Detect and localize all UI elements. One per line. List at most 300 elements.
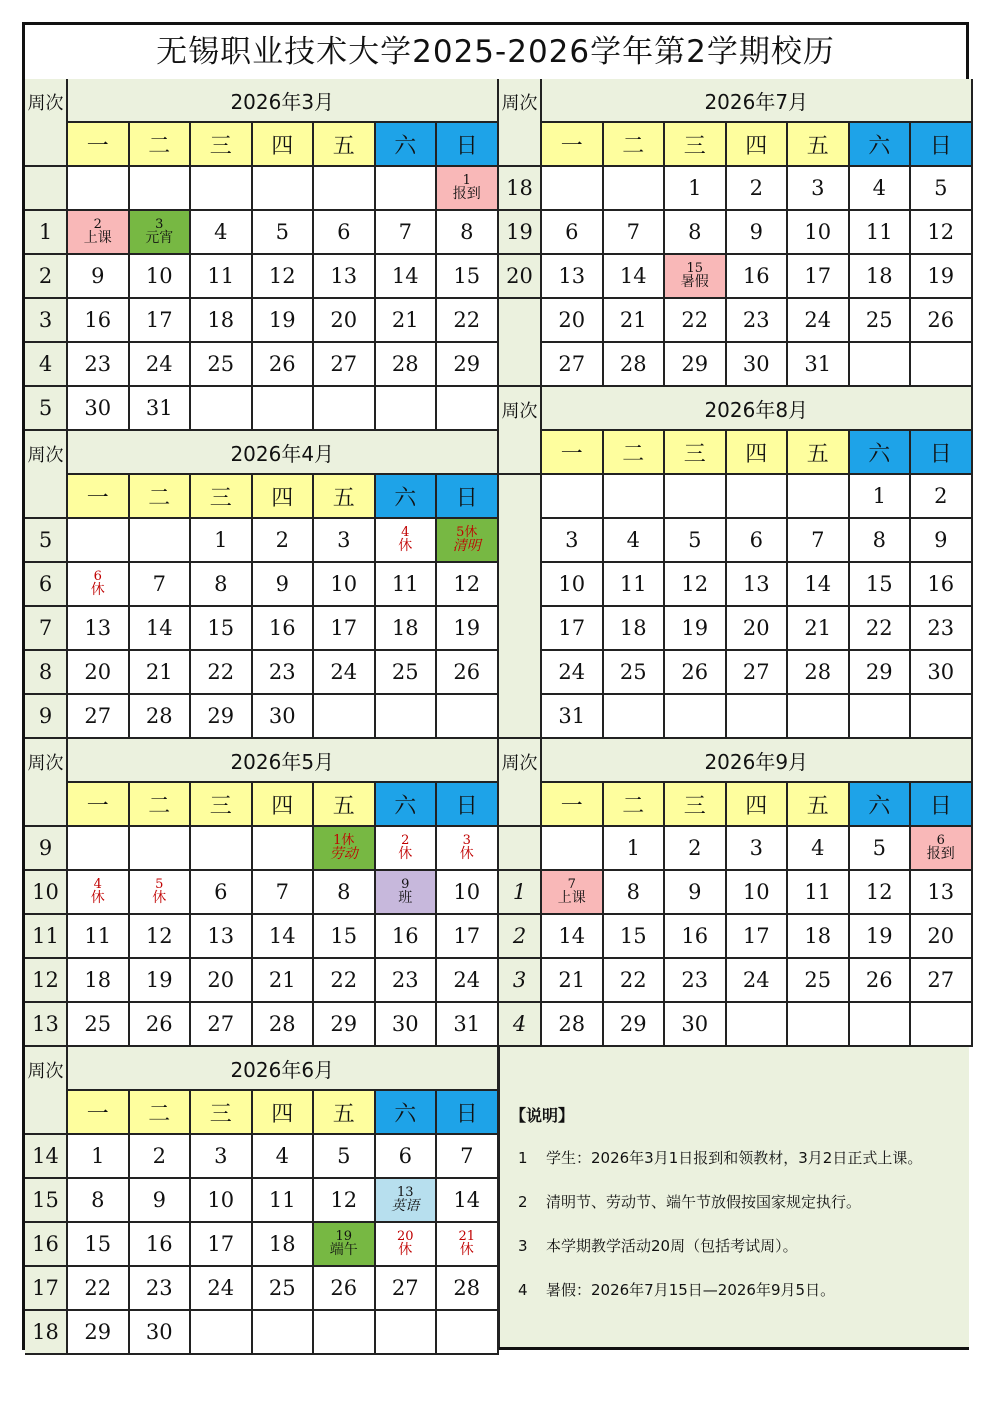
day-cell: 8 [850,519,912,563]
day-cell: 31 [788,343,850,387]
day-cell: 24 [130,343,192,387]
day-cell [604,167,666,211]
day-cell: 17 [727,915,789,959]
day-cell: 24 [314,651,376,695]
day-cell [376,695,438,739]
day-annotation: 班 [398,890,413,907]
day-number: 9 [401,876,410,892]
weekday-header: 四 [253,783,315,827]
note-item [518,1147,922,1168]
day-cell: 21 [542,959,604,1003]
day-cell: 9 [727,211,789,255]
day-cell: 27 [727,651,789,695]
day-cell: 18 [376,607,438,651]
day-number: 4 [93,876,102,892]
week-column-header: 周次 [499,739,542,827]
week-column-spacer [499,475,542,739]
day-cell-marked [437,519,499,563]
month-header: 2026年9月 [542,739,973,783]
day-cell: 19 [665,607,727,651]
day-cell: 20 [542,299,604,343]
week-number: 4 [25,343,68,387]
day-cell [130,519,192,563]
weekday-header: 六 [850,123,912,167]
day-cell: 26 [130,1003,192,1047]
day-cell [253,387,315,431]
day-cell [253,167,315,211]
week-number: 5 [25,519,68,563]
week-number: 2 [25,255,68,299]
day-number: 2 [93,216,102,232]
day-cell-marked [437,1223,499,1267]
day-cell: 26 [253,343,315,387]
day-cell: 24 [437,959,499,1003]
day-cell: 6 [191,871,253,915]
day-cell: 15 [604,915,666,959]
day-number: 2 [401,832,410,848]
day-cell: 14 [604,255,666,299]
day-number: 7 [567,876,576,892]
day-annotation: 休 [90,890,105,907]
day-cell: 10 [727,871,789,915]
week-number: 6 [25,563,68,607]
day-annotation: 劳动 [329,846,358,863]
day-cell: 29 [604,1003,666,1047]
month-header: 2026年6月 [68,1047,499,1091]
page-title: 无锡职业技术大学2025-2026学年第2学期校历 [25,25,966,82]
day-cell: 15 [437,255,499,299]
day-cell: 15 [850,563,912,607]
day-cell [727,1003,789,1047]
day-cell: 1 [68,1135,130,1179]
day-cell-marked [665,255,727,299]
day-annotation: 上课 [557,890,586,907]
weekday-header: 二 [604,431,666,475]
day-cell: 3 [191,1135,253,1179]
day-cell: 9 [911,519,973,563]
day-cell: 3 [314,519,376,563]
day-cell: 25 [376,651,438,695]
month-header: 2026年7月 [542,79,973,123]
weekday-header: 二 [130,1091,192,1135]
day-cell: 2 [911,475,973,519]
day-cell: 11 [253,1179,315,1223]
day-cell [130,167,192,211]
day-cell-marked [314,827,376,871]
day-cell [191,387,253,431]
day-cell: 27 [314,343,376,387]
day-cell: 21 [788,607,850,651]
day-cell: 27 [542,343,604,387]
day-cell: 13 [191,915,253,959]
day-cell: 16 [130,1223,192,1267]
day-cell: 11 [68,915,130,959]
day-number: 6 [936,832,945,848]
weekday-header: 二 [604,783,666,827]
day-cell: 21 [604,299,666,343]
day-number: 21 [458,1228,476,1244]
day-cell: 6 [314,211,376,255]
note-number: 2 [518,1193,528,1211]
day-cell: 2 [130,1135,192,1179]
day-cell: 22 [604,959,666,1003]
weekday-header: 三 [191,475,253,519]
week-number: 14 [25,1135,68,1179]
weekday-header: 三 [665,123,727,167]
day-cell: 4 [253,1135,315,1179]
day-annotation: 休 [459,846,474,863]
day-cell: 30 [253,695,315,739]
week-number: 11 [25,915,68,959]
day-cell: 7 [130,563,192,607]
day-cell [788,1003,850,1047]
day-cell: 17 [191,1223,253,1267]
weekday-header: 日 [437,1091,499,1135]
day-annotation: 休 [459,1242,474,1259]
day-number: 15 [686,260,704,276]
day-cell [911,695,973,739]
day-cell: 7 [376,211,438,255]
day-cell-marked [68,871,130,915]
day-cell: 11 [376,563,438,607]
day-annotation: 上课 [83,230,112,247]
day-cell: 9 [130,1179,192,1223]
day-number: 3 [462,832,471,848]
note-item [518,1279,835,1300]
day-cell [314,167,376,211]
weekday-header: 日 [911,123,973,167]
day-cell: 20 [727,607,789,651]
day-cell: 13 [542,255,604,299]
notes-heading: 【说明】 [510,1106,575,1125]
day-cell: 22 [314,959,376,1003]
day-cell: 16 [376,915,438,959]
day-cell [911,1003,973,1047]
day-cell: 8 [437,211,499,255]
day-cell: 16 [665,915,727,959]
day-cell: 10 [788,211,850,255]
day-cell: 28 [253,1003,315,1047]
day-cell: 21 [376,299,438,343]
day-cell: 21 [130,651,192,695]
day-cell: 3 [542,519,604,563]
day-cell [788,695,850,739]
day-cell [788,475,850,519]
day-cell: 17 [542,607,604,651]
day-cell: 26 [850,959,912,1003]
day-cell: 16 [253,607,315,651]
day-cell: 10 [130,255,192,299]
day-number: 3 [155,216,164,232]
day-cell: 6 [542,211,604,255]
week-column-header: 周次 [25,1047,68,1135]
day-cell: 14 [376,255,438,299]
day-cell [604,695,666,739]
day-cell: 20 [314,299,376,343]
day-cell: 19 [911,255,973,299]
notes-panel [498,1045,969,1347]
day-cell: 12 [130,915,192,959]
day-cell: 25 [68,1003,130,1047]
day-cell: 15 [314,915,376,959]
day-cell: 10 [437,871,499,915]
day-cell: 23 [376,959,438,1003]
day-cell: 23 [130,1267,192,1311]
day-cell-marked [68,211,130,255]
weekday-header: 四 [253,1091,315,1135]
day-cell: 30 [68,387,130,431]
weekday-header: 四 [253,123,315,167]
day-number: 13 [396,1184,414,1200]
day-cell [191,167,253,211]
day-cell: 7 [788,519,850,563]
day-cell: 12 [665,563,727,607]
day-cell [376,1311,438,1355]
month-header: 2026年3月 [68,79,499,123]
day-cell: 20 [68,651,130,695]
day-cell [911,343,973,387]
day-cell [665,695,727,739]
day-cell: 22 [850,607,912,651]
day-cell: 30 [130,1311,192,1355]
day-cell [314,387,376,431]
weekday-header: 日 [911,431,973,475]
day-cell-marked [130,871,192,915]
week-number: 12 [25,959,68,1003]
day-cell: 17 [788,255,850,299]
day-cell: 16 [727,255,789,299]
day-cell: 1 [191,519,253,563]
week-number: 1 [25,211,68,255]
day-cell: 29 [68,1311,130,1355]
day-cell: 12 [850,871,912,915]
day-cell [314,1311,376,1355]
day-cell: 18 [604,607,666,651]
day-cell: 30 [911,651,973,695]
day-cell-marked [130,211,192,255]
day-cell: 10 [314,563,376,607]
note-number: 3 [518,1237,528,1255]
day-cell [253,1311,315,1355]
weekday-header: 二 [604,123,666,167]
day-cell: 23 [68,343,130,387]
day-cell: 24 [542,651,604,695]
day-cell: 28 [542,1003,604,1047]
day-cell [437,387,499,431]
weekday-header: 四 [727,783,789,827]
week-column-header: 周次 [25,79,68,167]
week-column-header: 周次 [499,387,542,475]
week-number: 2 [499,915,542,959]
weekday-header: 六 [850,431,912,475]
week-number: 20 [499,255,542,299]
weekday-header: 六 [376,783,438,827]
day-cell: 11 [191,255,253,299]
day-cell: 29 [850,651,912,695]
day-cell [130,827,192,871]
day-cell [191,827,253,871]
day-cell: 15 [191,607,253,651]
day-cell: 30 [376,1003,438,1047]
day-cell: 1 [850,475,912,519]
day-cell [542,475,604,519]
day-cell: 18 [850,255,912,299]
day-cell: 28 [130,695,192,739]
note-text: 清明节、劳动节、端午节放假按国家规定执行。 [546,1193,862,1211]
weekday-header: 一 [542,783,604,827]
day-cell: 5 [314,1135,376,1179]
day-cell: 19 [253,299,315,343]
day-cell: 24 [727,959,789,1003]
week-number: 13 [25,1003,68,1047]
week-number: 8 [25,651,68,695]
week-number: 3 [499,959,542,1003]
day-cell: 14 [437,1179,499,1223]
day-number: 19 [335,1228,353,1244]
week-number [499,827,542,871]
day-cell: 22 [191,651,253,695]
day-cell: 13 [727,563,789,607]
day-cell: 28 [376,343,438,387]
day-cell: 9 [665,871,727,915]
day-cell [542,827,604,871]
day-cell: 5 [850,827,912,871]
day-cell: 14 [788,563,850,607]
month-header: 2026年5月 [68,739,499,783]
day-cell: 20 [911,915,973,959]
day-cell: 6 [376,1135,438,1179]
day-annotation: 报到 [452,186,481,203]
day-cell: 18 [788,915,850,959]
weekday-header: 三 [665,783,727,827]
day-cell: 27 [68,695,130,739]
day-cell [727,695,789,739]
day-cell: 4 [850,167,912,211]
weekday-header: 五 [788,783,850,827]
day-cell [604,475,666,519]
day-cell: 21 [253,959,315,1003]
day-annotation: 英语 [391,1198,420,1215]
day-cell: 31 [130,387,192,431]
day-cell: 5 [665,519,727,563]
day-cell: 25 [850,299,912,343]
weekday-header: 四 [253,475,315,519]
day-cell: 8 [191,563,253,607]
weekday-header: 六 [376,123,438,167]
day-cell: 25 [191,343,253,387]
day-cell [314,695,376,739]
week-number: 18 [499,167,542,211]
weekday-header: 二 [130,123,192,167]
day-cell: 23 [253,651,315,695]
day-cell-marked [437,167,499,211]
day-cell: 14 [253,915,315,959]
day-number: 5休 [456,524,478,540]
weekday-header: 三 [191,123,253,167]
week-number: 3 [25,299,68,343]
weekday-header: 二 [130,475,192,519]
day-cell [376,387,438,431]
week-number: 9 [25,827,68,871]
day-annotation: 休 [398,1242,413,1259]
weekday-header: 二 [130,783,192,827]
day-cell: 10 [542,563,604,607]
day-cell-marked [542,871,604,915]
day-cell [850,695,912,739]
day-annotation: 暑假 [680,274,709,291]
day-number: 1 [462,172,471,188]
month-header: 2026年8月 [542,387,973,431]
day-annotation: 休 [152,890,167,907]
day-number: 4 [401,524,410,540]
day-cell [191,1311,253,1355]
day-cell: 4 [788,827,850,871]
week-number: 10 [25,871,68,915]
day-cell: 17 [314,607,376,651]
day-cell: 24 [788,299,850,343]
day-cell: 16 [68,299,130,343]
day-annotation: 端午 [329,1242,358,1259]
day-cell-marked [68,563,130,607]
day-cell: 2 [727,167,789,211]
day-cell [437,695,499,739]
day-cell: 27 [911,959,973,1003]
note-text: 学生：2026年3月1日报到和领教材，3月2日正式上课。 [546,1149,923,1167]
day-cell: 19 [437,607,499,651]
day-annotation: 报到 [926,846,955,863]
day-cell: 25 [253,1267,315,1311]
day-cell: 14 [130,607,192,651]
day-cell: 9 [68,255,130,299]
week-number [25,167,68,211]
weekday-header: 四 [727,123,789,167]
day-cell-marked [376,519,438,563]
day-number: 20 [396,1228,414,1244]
day-cell: 18 [191,299,253,343]
day-cell: 3 [788,167,850,211]
day-cell: 2 [665,827,727,871]
weekday-header: 五 [314,123,376,167]
day-cell: 4 [604,519,666,563]
day-cell: 9 [253,563,315,607]
day-cell: 17 [130,299,192,343]
day-annotation: 休 [398,846,413,863]
day-cell: 7 [604,211,666,255]
day-cell-marked [376,1223,438,1267]
week-column-header: 周次 [25,431,68,519]
day-cell [850,1003,912,1047]
day-cell: 4 [191,211,253,255]
day-cell: 16 [911,563,973,607]
day-cell: 11 [604,563,666,607]
day-cell: 30 [665,1003,727,1047]
day-cell: 25 [788,959,850,1003]
weekday-header: 一 [68,123,130,167]
day-cell: 28 [604,343,666,387]
note-item [518,1235,798,1256]
note-number: 1 [518,1149,528,1167]
day-cell: 12 [253,255,315,299]
weekday-header: 四 [727,431,789,475]
week-number: 18 [25,1311,68,1355]
day-cell: 26 [911,299,973,343]
day-annotation: 清明 [452,538,481,555]
day-cell: 13 [911,871,973,915]
day-cell [68,827,130,871]
weekday-header: 五 [314,1091,376,1135]
day-cell: 13 [314,255,376,299]
day-cell: 29 [437,343,499,387]
